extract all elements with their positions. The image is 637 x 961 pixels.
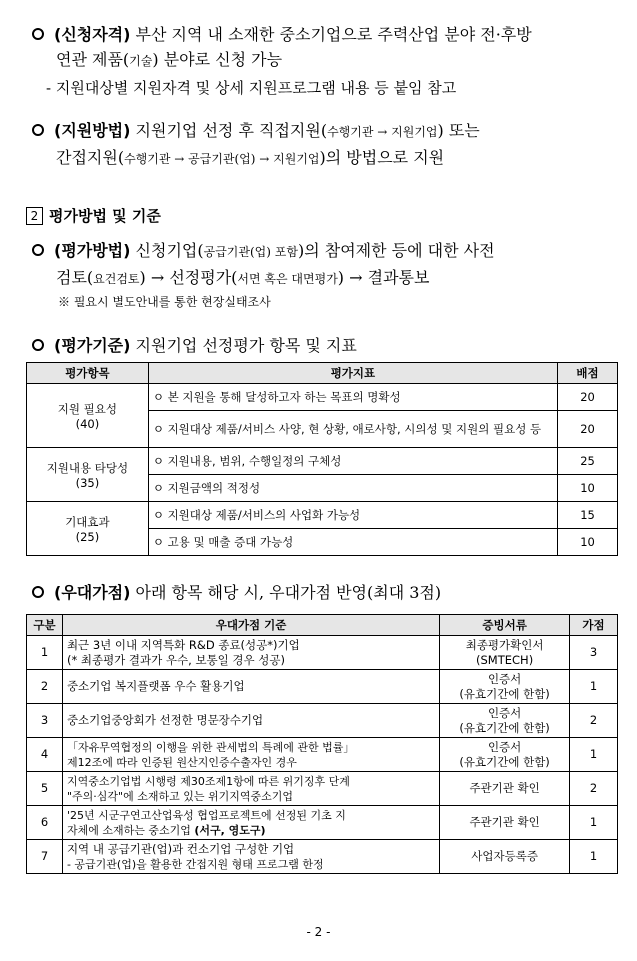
table-row: ㅇ 고용 및 매출 증대 가능성 10 bbox=[27, 529, 618, 556]
circle-bullet-icon bbox=[32, 124, 44, 136]
eval-criteria-table bbox=[26, 362, 618, 556]
bonus-table bbox=[26, 614, 618, 874]
eligibility-sub: - 지원대상별 지원자격 및 상세 지원프로그램 내용 등 붙임 참고 bbox=[46, 79, 457, 97]
circle-bullet-icon bbox=[32, 339, 44, 351]
table-row: 3 중소기업중앙회가 선정한 명문장수기업 인증서 (유효기간에 한함) 2 bbox=[27, 704, 618, 738]
table-row: 6 '25년 시군구연고산업육성 협업프로젝트에 선정된 기초 지 자체에 소재하는 중소기업 (서구, 영도구) 주관기관 확인 1 bbox=[27, 806, 618, 840]
table-row: 4 「자유무역협정의 이행을 위한 관세법의 특례에 관한 법률」 제12조에 따라 인증된 원산지인증수출자인 경우 인증서 (유효기간에 한함) 1 bbox=[27, 738, 618, 772]
eval-method-block: (평가방법) 신청기업(공급기관(업) 포함)의 참여제한 등에 대한 사전 검토(요건검토) → 선정평가(서면 혹은 대면평가) → 결과통보 ※ 필요시 별도안내를 통한 현장실태조사 bbox=[26, 238, 618, 312]
table-row: ㅇ 지원금액의 적정성 10 bbox=[27, 475, 618, 502]
table-row: 1 최근 3년 이내 지역특화 R&D 종료(성공*)기업 (* 최종평가 결과가 우수, 보통일 경우 성공) 최종평가확인서 (SMTECH) 3 bbox=[27, 636, 618, 670]
eligibility-label: (신청자격) bbox=[54, 25, 131, 44]
eligibility-line1: 부산 지역 내 소재한 중소기업으로 주력산업 분야 전·후방 bbox=[135, 25, 532, 44]
eligibility-block: (신청자격) 부산 지역 내 소재한 중소기업으로 주력산업 분야 전·후방 연관 제품(기술) 분야로 신청 가능 - 지원대상별 지원자격 및 상세 지원프로그램 내용 등 붙임 참고 bbox=[26, 22, 618, 99]
eval-criteria-block: (평가기준) 지원기업 선정평가 항목 및 지표 bbox=[26, 333, 618, 358]
section-number: 2 bbox=[26, 207, 43, 225]
method-label: (지원방법) bbox=[54, 121, 131, 140]
table-row: 지원내용 타당성 (35) ㅇ 지원내용, 범위, 수행일정의 구체성 25 bbox=[27, 448, 618, 475]
bonus-block: (우대가점) 아래 항목 해당 시, 우대가점 반영(최대 3점) bbox=[26, 580, 618, 605]
circle-bullet-icon bbox=[32, 28, 44, 40]
eval-criteria-label: (평가기준) bbox=[54, 336, 131, 355]
circle-bullet-icon bbox=[32, 586, 44, 598]
table-row: 5 지역중소기업법 시행령 제30조제1항에 따른 위기징후 단계 "주의·심각"에 소재하고 있는 위기지역중소기업 주관기관 확인 2 bbox=[27, 772, 618, 806]
section-title: 2 평가방법 및 기준 bbox=[26, 205, 161, 226]
table-row: ㅇ 지원대상 제품/서비스 사양, 현 상황, 애로사항, 시의성 및 지원의 필요성 등 20 bbox=[27, 411, 618, 448]
method-block: (지원방법) 지원기업 선정 후 직접지원(수행기관 → 지원기업) 또는 간접지원(수행기관 → 공급기관(업) → 지원기업)의 방법으로 지원 bbox=[26, 118, 618, 172]
bonus-label: (우대가점) bbox=[54, 583, 131, 602]
page-number: - 2 - bbox=[306, 925, 331, 939]
table-header-row: 평가항목 평가지표 배점 bbox=[27, 363, 618, 384]
table-header-row: 구분 우대가점 기준 증빙서류 가점 bbox=[27, 615, 618, 636]
table-row: 기대효과 (25) ㅇ 지원대상 제품/서비스의 사업화 가능성 15 bbox=[27, 502, 618, 529]
table-row: 7 지역 내 공급기관(업)과 컨소기업 구성한 기업 - 공급기관(업)을 활용한 간접지원 형태 프로그램 한정 사업자등록증 1 bbox=[27, 840, 618, 874]
table-row: 지원 필요성 (40) ㅇ 본 지원을 통해 달성하고자 하는 목표의 명확성 20 bbox=[27, 384, 618, 411]
circle-bullet-icon bbox=[32, 244, 44, 256]
eval-method-note: ※ 필요시 별도안내를 통한 현장실태조사 bbox=[58, 295, 271, 309]
eval-method-label: (평가방법) bbox=[54, 241, 131, 260]
table-row: 2 중소기업 복지플랫폼 우수 활용기업 인증서 (유효기간에 한함) 1 bbox=[27, 670, 618, 704]
